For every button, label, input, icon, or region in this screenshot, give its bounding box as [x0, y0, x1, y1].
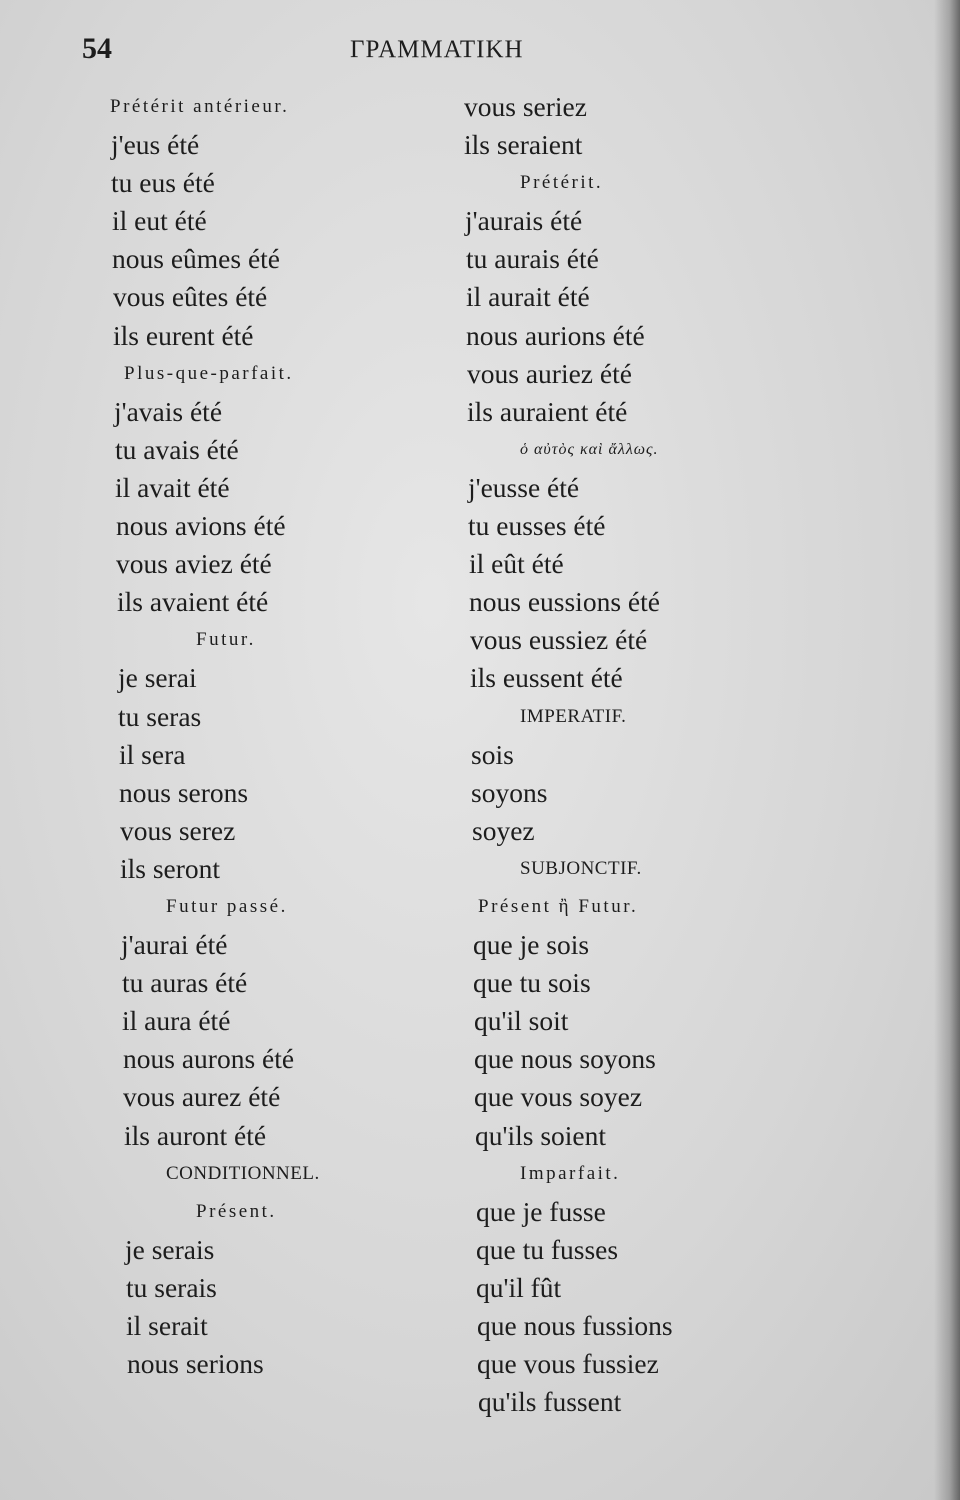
verb-form-line: qu'il fût	[476, 1271, 562, 1303]
verb-form-line: tu avais été	[115, 433, 239, 465]
verb-form-line: tu aurais été	[466, 243, 599, 275]
greek-note: ὁ αὐτὸς καὶ ἄλλως.	[520, 440, 659, 458]
verb-form-line: que nous soyons	[474, 1043, 656, 1075]
left-column	[110, 88, 430, 1383]
verb-form-line: que vous soyez	[474, 1081, 643, 1113]
verb-form-line: vous auriez été	[467, 357, 632, 389]
verb-form-line: tu auras été	[122, 967, 248, 999]
verb-form-line: j'eusse été	[468, 471, 580, 503]
verb-form-line: vous eussiez été	[470, 624, 648, 656]
verb-form-line: il sera	[119, 738, 186, 770]
verb-form-line: ils eussent été	[470, 662, 623, 694]
verb-form-line: soyons	[471, 776, 548, 808]
tense-heading: Imparfait.	[520, 1162, 621, 1184]
tense-heading: Plus-que-parfait.	[124, 362, 294, 384]
verb-form-line: il aurait été	[466, 281, 590, 313]
tense-heading: Futur passé.	[166, 895, 288, 917]
verb-form-line: ils seraient	[464, 129, 583, 161]
tense-heading: Présent.	[196, 1200, 277, 1222]
verb-form-line: nous serons	[119, 776, 249, 808]
verb-form-line: vous seriez	[464, 91, 587, 122]
verb-form-line: qu'il soit	[474, 1005, 569, 1037]
verb-form-line: qu'ils soient	[475, 1119, 607, 1151]
tense-heading: Prétérit.	[520, 172, 604, 194]
running-title: ΓΡΑΜΜΑΤΙΚΗ	[350, 36, 524, 63]
verb-form-line: que vous fussiez	[477, 1348, 659, 1380]
verb-form-line: il eût été	[469, 548, 564, 580]
verb-form-line: soyez	[472, 814, 535, 846]
mood-heading: SUBJONCTIF.	[520, 857, 642, 879]
page-number: 54	[82, 32, 112, 65]
verb-form-line: que nous fussions	[477, 1310, 673, 1341]
verb-form-line: vous aviez été	[116, 548, 272, 580]
verb-form-line: vous aurez été	[123, 1081, 281, 1113]
verb-form-line: tu eusses été	[468, 510, 606, 542]
verb-form-line: nous serions	[127, 1348, 264, 1380]
verb-form-line: je serais	[125, 1233, 215, 1265]
verb-form-line: que je fusse	[476, 1195, 606, 1227]
page-header	[82, 32, 782, 72]
tense-heading: Futur.	[196, 629, 256, 651]
tense-heading: Présent ἢ Futur.	[478, 895, 639, 917]
verb-form-line: il eut été	[112, 205, 207, 237]
tense-heading: Prétérit antérieur.	[110, 96, 290, 117]
verb-form-line: tu serais	[126, 1271, 217, 1303]
verb-form-line: nous eûmes été	[112, 243, 281, 275]
verb-form-line: tu eus été	[111, 167, 215, 199]
verb-form-line: il aura été	[122, 1005, 231, 1037]
verb-form-line: il avait été	[115, 471, 230, 503]
verb-form-line: j'avais été	[114, 395, 223, 427]
verb-form-line: vous eûtes été	[113, 281, 268, 313]
verb-form-line: j'aurais été	[465, 205, 583, 237]
right-column	[464, 88, 784, 1421]
verb-form-line: ils auront été	[124, 1119, 267, 1151]
verb-form-line: nous eussions été	[469, 586, 660, 618]
verb-form-line: il serait	[126, 1310, 208, 1341]
verb-form-line: sois	[471, 738, 514, 770]
verb-form-line: ils auraient été	[467, 395, 628, 427]
mood-heading: CONDITIONNEL.	[166, 1162, 320, 1184]
verb-form-line: nous avions été	[116, 510, 286, 542]
page-edge-shadow	[934, 0, 960, 1500]
verb-form-line: tu seras	[118, 700, 202, 732]
verb-form-line: ils eurent été	[113, 319, 254, 351]
verb-form-line: ils seront	[120, 852, 221, 884]
verb-form-line: j'aurai été	[121, 929, 228, 961]
verb-form-line: je serai	[118, 662, 197, 694]
verb-form-line: vous serez	[120, 814, 236, 846]
verb-form-line: ils avaient été	[117, 586, 269, 618]
verb-form-line: qu'ils fussent	[478, 1386, 622, 1418]
verb-form-line: que tu sois	[473, 967, 591, 999]
verb-form-line: nous aurons été	[123, 1043, 295, 1075]
verb-form-line: que je sois	[473, 929, 590, 961]
verb-form-line: nous aurions été	[466, 319, 645, 351]
mood-heading: IMPERATIF.	[520, 705, 627, 727]
verb-form-line: j'eus été	[111, 129, 200, 161]
verb-form-line: que tu fusses	[476, 1233, 619, 1265]
